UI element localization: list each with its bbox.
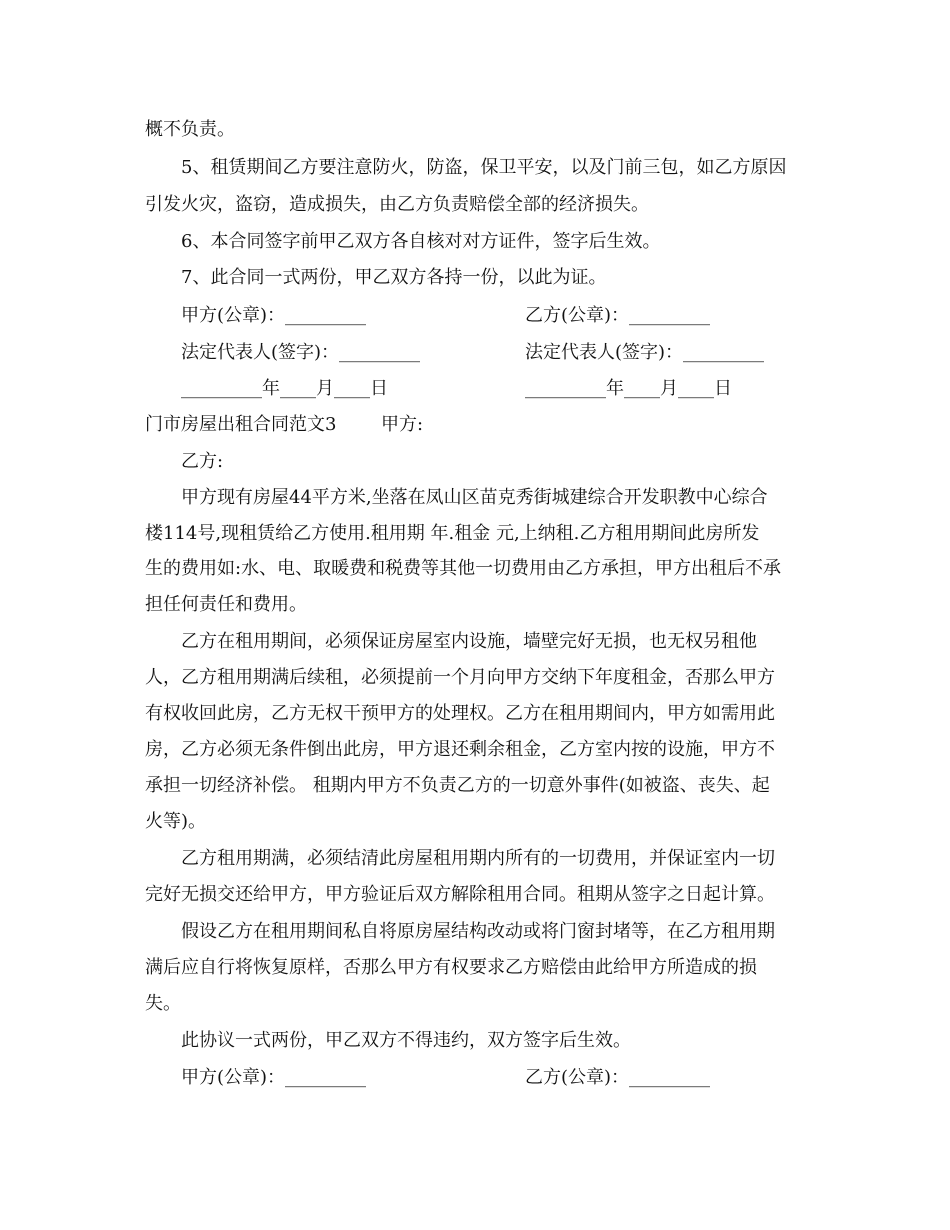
paragraph-4-line: 满后应自行将恢复原样，否那么甲方有权要求乙方赔偿由此给甲方所造成的损 xyxy=(145,957,757,978)
paragraph-2-line: 乙方在租用期间，必须保证房屋室内设施，墙壁完好无损，也无权另租他 xyxy=(181,631,757,652)
clause-5-line-2: 引发火灾，盗窃，造成损失，由乙方负责赔偿全部的经济损失。 xyxy=(145,194,649,215)
date-party-b: _________年____月____日 xyxy=(525,378,732,399)
paragraph-2-line: 火等)。 xyxy=(145,811,207,832)
paragraph-tail: 概不负责。 xyxy=(145,119,235,140)
clause-6: 6、本合同签字前甲乙双方各自核对对方证件，签字后生效。 xyxy=(181,231,661,252)
paragraph-2-line: 承担一切经济补偿。 租期内甲方不负责乙方的一切意外事件(如被盗、丧失、起 xyxy=(145,775,770,796)
paragraph-5: 此协议一式两份，甲乙双方不得违约，双方签字后生效。 xyxy=(181,1030,631,1051)
paragraph-2-line: 房，乙方必须无条件倒出此房，甲方退还剩余租金，乙方室内按的设施，甲方不 xyxy=(145,739,775,760)
paragraph-3-line: 完好无损交还给甲方，甲方验证后双方解除租用合同。租期从签字之日起计算。 xyxy=(145,884,775,905)
paragraph-4-line: 失。 xyxy=(145,993,181,1014)
party-a-label: 甲方: xyxy=(381,414,424,435)
signature-party-a-final: 甲方(公章)：_________ xyxy=(181,1067,367,1088)
paragraph-3-line: 乙方租用期满，必须结清此房屋租用期内所有的一切费用，并保证室内一切 xyxy=(181,848,775,869)
clause-5-line-1: 5、租赁期间乙方要注意防火，防盗，保卫平安，以及门前三包，如乙方原因 xyxy=(181,157,787,178)
legal-rep-party-b: 法定代表人(签字)：_________ xyxy=(525,342,765,363)
signature-party-a: 甲方(公章)：_________ xyxy=(181,305,367,326)
clause-7: 7、此合同一式两份，甲乙双方各持一份，以此为证。 xyxy=(181,267,607,288)
date-party-a: _________年____月____日 xyxy=(181,378,388,399)
paragraph-1-line: 担任何责任和费用。 xyxy=(145,594,307,615)
legal-rep-party-a: 法定代表人(签字)：_________ xyxy=(181,342,421,363)
paragraph-2-line: 人，乙方租用期满后续租，必须提前一个月向甲方交纳下年度租金，否那么甲方 xyxy=(145,667,775,688)
paragraph-2-line: 有权收回此房，乙方无权干预甲方的处理权。乙方在租用期间内，甲方如需用此 xyxy=(145,703,775,724)
paragraph-1-line: 楼114号,现租赁给乙方使用.租用期 年.租金 元,上纳租.乙方租用期间此房所发 xyxy=(145,523,760,544)
signature-party-b-final: 乙方(公章)：_________ xyxy=(525,1067,711,1088)
paragraph-1-line: 生的费用如:水、电、取暖费和税费等其他一切费用由乙方承担，甲方出租后不承 xyxy=(145,558,782,579)
paragraph-1-line: 甲方现有房屋44平方米,坐落在凤山区苗克秀街城建综合开发职教中心综合 xyxy=(181,487,768,508)
signature-party-b: 乙方(公章)：_________ xyxy=(525,305,711,326)
paragraph-4-line: 假设乙方在租用期间私自将原房屋结构改动或将门窗封堵等，在乙方租用期 xyxy=(181,921,775,942)
party-b-label: 乙方: xyxy=(181,451,224,472)
section-title: 门市房屋出租合同范文3 xyxy=(145,414,337,435)
